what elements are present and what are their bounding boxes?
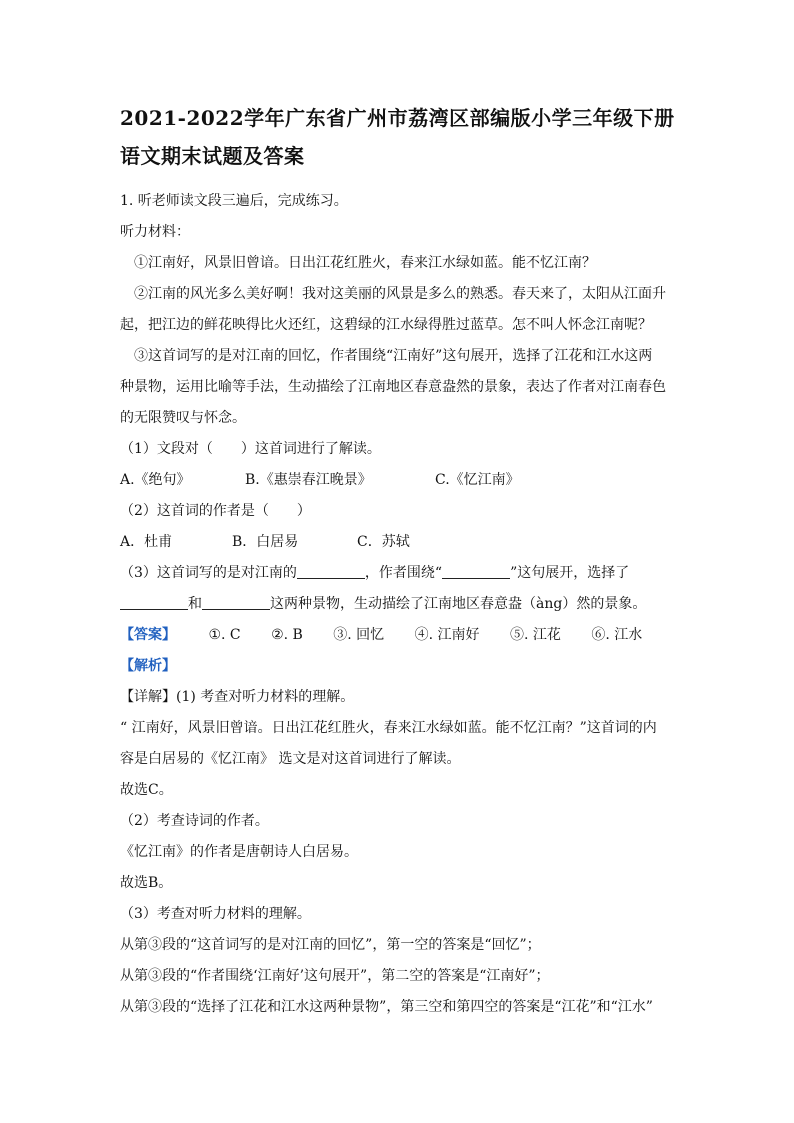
- material-paragraph-1: ①江南好，风景旧曾谙。日出江花红胜火，春来江水绿如蓝。能不忆江南？: [134, 255, 596, 271]
- sub-question-1: （1）文段对（ ）这首词进行了解读。: [120, 441, 381, 457]
- answer-item-4: ④. 江南好: [414, 627, 480, 643]
- detail-line-2: “ 江南好，风景旧曾谙。日出江花红胜火，春来江水绿如蓝。能不忆江南？”这首词的内: [120, 720, 657, 736]
- answer-item-6: ⑥. 江水: [591, 627, 643, 643]
- material-paragraph-3-line-2: 种景物，运用比喻等手法，生动描绘了江南地区春意盎然的景象，表达了作者对江南春色: [120, 379, 666, 395]
- material-label: 听力材料：: [120, 224, 190, 240]
- detail-line-10: 从第③段的“作者围绕‘江南好’这句展开”，第二空的答案是“江南好”；: [120, 968, 550, 984]
- option-a: A.《绝句》: [120, 472, 191, 488]
- detail-line-7: 故选B。: [120, 875, 173, 891]
- sub-question-2-options: [120, 527, 680, 558]
- sub-question-3-text-d: 和: [188, 596, 202, 612]
- document-page: [120, 100, 680, 1023]
- question-intro: 1. 听老师读文段三遍后，完成练习。: [120, 193, 348, 209]
- material-paragraph-2-line-1: ②江南的风光多么美好啊！我对这美丽的风景是多么的熟悉。春天来了，太阳从江面升: [134, 286, 666, 302]
- option-b: B．白居易: [232, 534, 299, 550]
- detail-line-8: （3）考查对听力材料的理解。: [120, 906, 311, 922]
- answer-row: [120, 620, 680, 651]
- detail-line-3: 容是白居易的《忆江南》 选文是对这首词进行了解读。: [120, 751, 461, 767]
- option-c: C.《忆江南》: [435, 472, 520, 488]
- material-paragraph-3-line-3: 的无限赞叹与怀念。: [120, 410, 246, 426]
- answer-item-5: ⑤. 江花: [510, 627, 561, 643]
- option-c: C．苏轼: [357, 534, 410, 550]
- fill-blank-4: [202, 593, 270, 610]
- detail-line-5: （2）考查诗词的作者。: [120, 813, 269, 829]
- option-a: A．杜甫: [120, 534, 173, 550]
- document-title: [120, 100, 680, 174]
- document-body: [120, 186, 680, 1023]
- sub-question-3-line-2: [120, 589, 680, 620]
- material-paragraph-2-line-2: 起，把江边的鲜花映得比火还红，这碧绿的江水绿得胜过蓝草。怎不叫人怀念江南呢？: [120, 317, 652, 333]
- sub-question-1-options: [120, 465, 680, 496]
- sub-question-3-text-c: ”这句展开，选择了: [510, 565, 630, 581]
- answer-item-1: ①. C: [208, 627, 241, 643]
- detail-line-11: 从第③段的“选择了江花和江水这两种景物”，第三空和第四空的答案是“江花”和“江水”: [120, 999, 653, 1015]
- detail-line-4: 故选C。: [120, 782, 173, 798]
- sub-question-2: （2）这首词的作者是（ ）: [120, 503, 311, 519]
- detail-text-1: (1) 考查对听力材料的理解。: [176, 689, 355, 705]
- fill-blank-1: [297, 562, 365, 579]
- sub-question-3-line-1: [120, 558, 680, 589]
- answer-item-3: ③. 回忆: [333, 627, 385, 643]
- option-b: B.《惠崇春江晚景》: [245, 472, 372, 488]
- answer-item-2: ②. B: [271, 627, 303, 643]
- title-line-1: 2021-2022学年广东省广州市荔湾区部编版小学三年级下册: [120, 106, 675, 130]
- sub-question-3-text-e: 这两种景物，生动描绘了江南地区春意盎（àng）然的景象。: [270, 596, 647, 612]
- title-line-2: 语文期末试题及答案: [120, 144, 305, 168]
- sub-question-3-text-a: （3）这首词写的是对江南的: [120, 565, 297, 581]
- detail-line-9: 从第③段的“这首词写的是对江南的回忆”，第一空的答案是“回忆”；: [120, 937, 541, 953]
- detail-line-6: 《忆江南》的作者是唐朝诗人白居易。: [120, 844, 358, 860]
- sub-question-3-text-b: ，作者围绕“: [364, 565, 443, 581]
- analysis-label: 【解析】: [120, 658, 176, 674]
- analysis-row: [120, 651, 680, 682]
- detail-line-1: [120, 682, 680, 713]
- fill-blank-3: [120, 593, 188, 610]
- detail-label: 【详解】: [120, 689, 176, 705]
- fill-blank-2: [442, 562, 510, 579]
- material-paragraph-3-line-1: ③这首词写的是对江南的回忆，作者围绕“江南好”这句展开，选择了江花和江水这两: [134, 348, 653, 364]
- answer-label: 【答案】: [120, 627, 176, 643]
